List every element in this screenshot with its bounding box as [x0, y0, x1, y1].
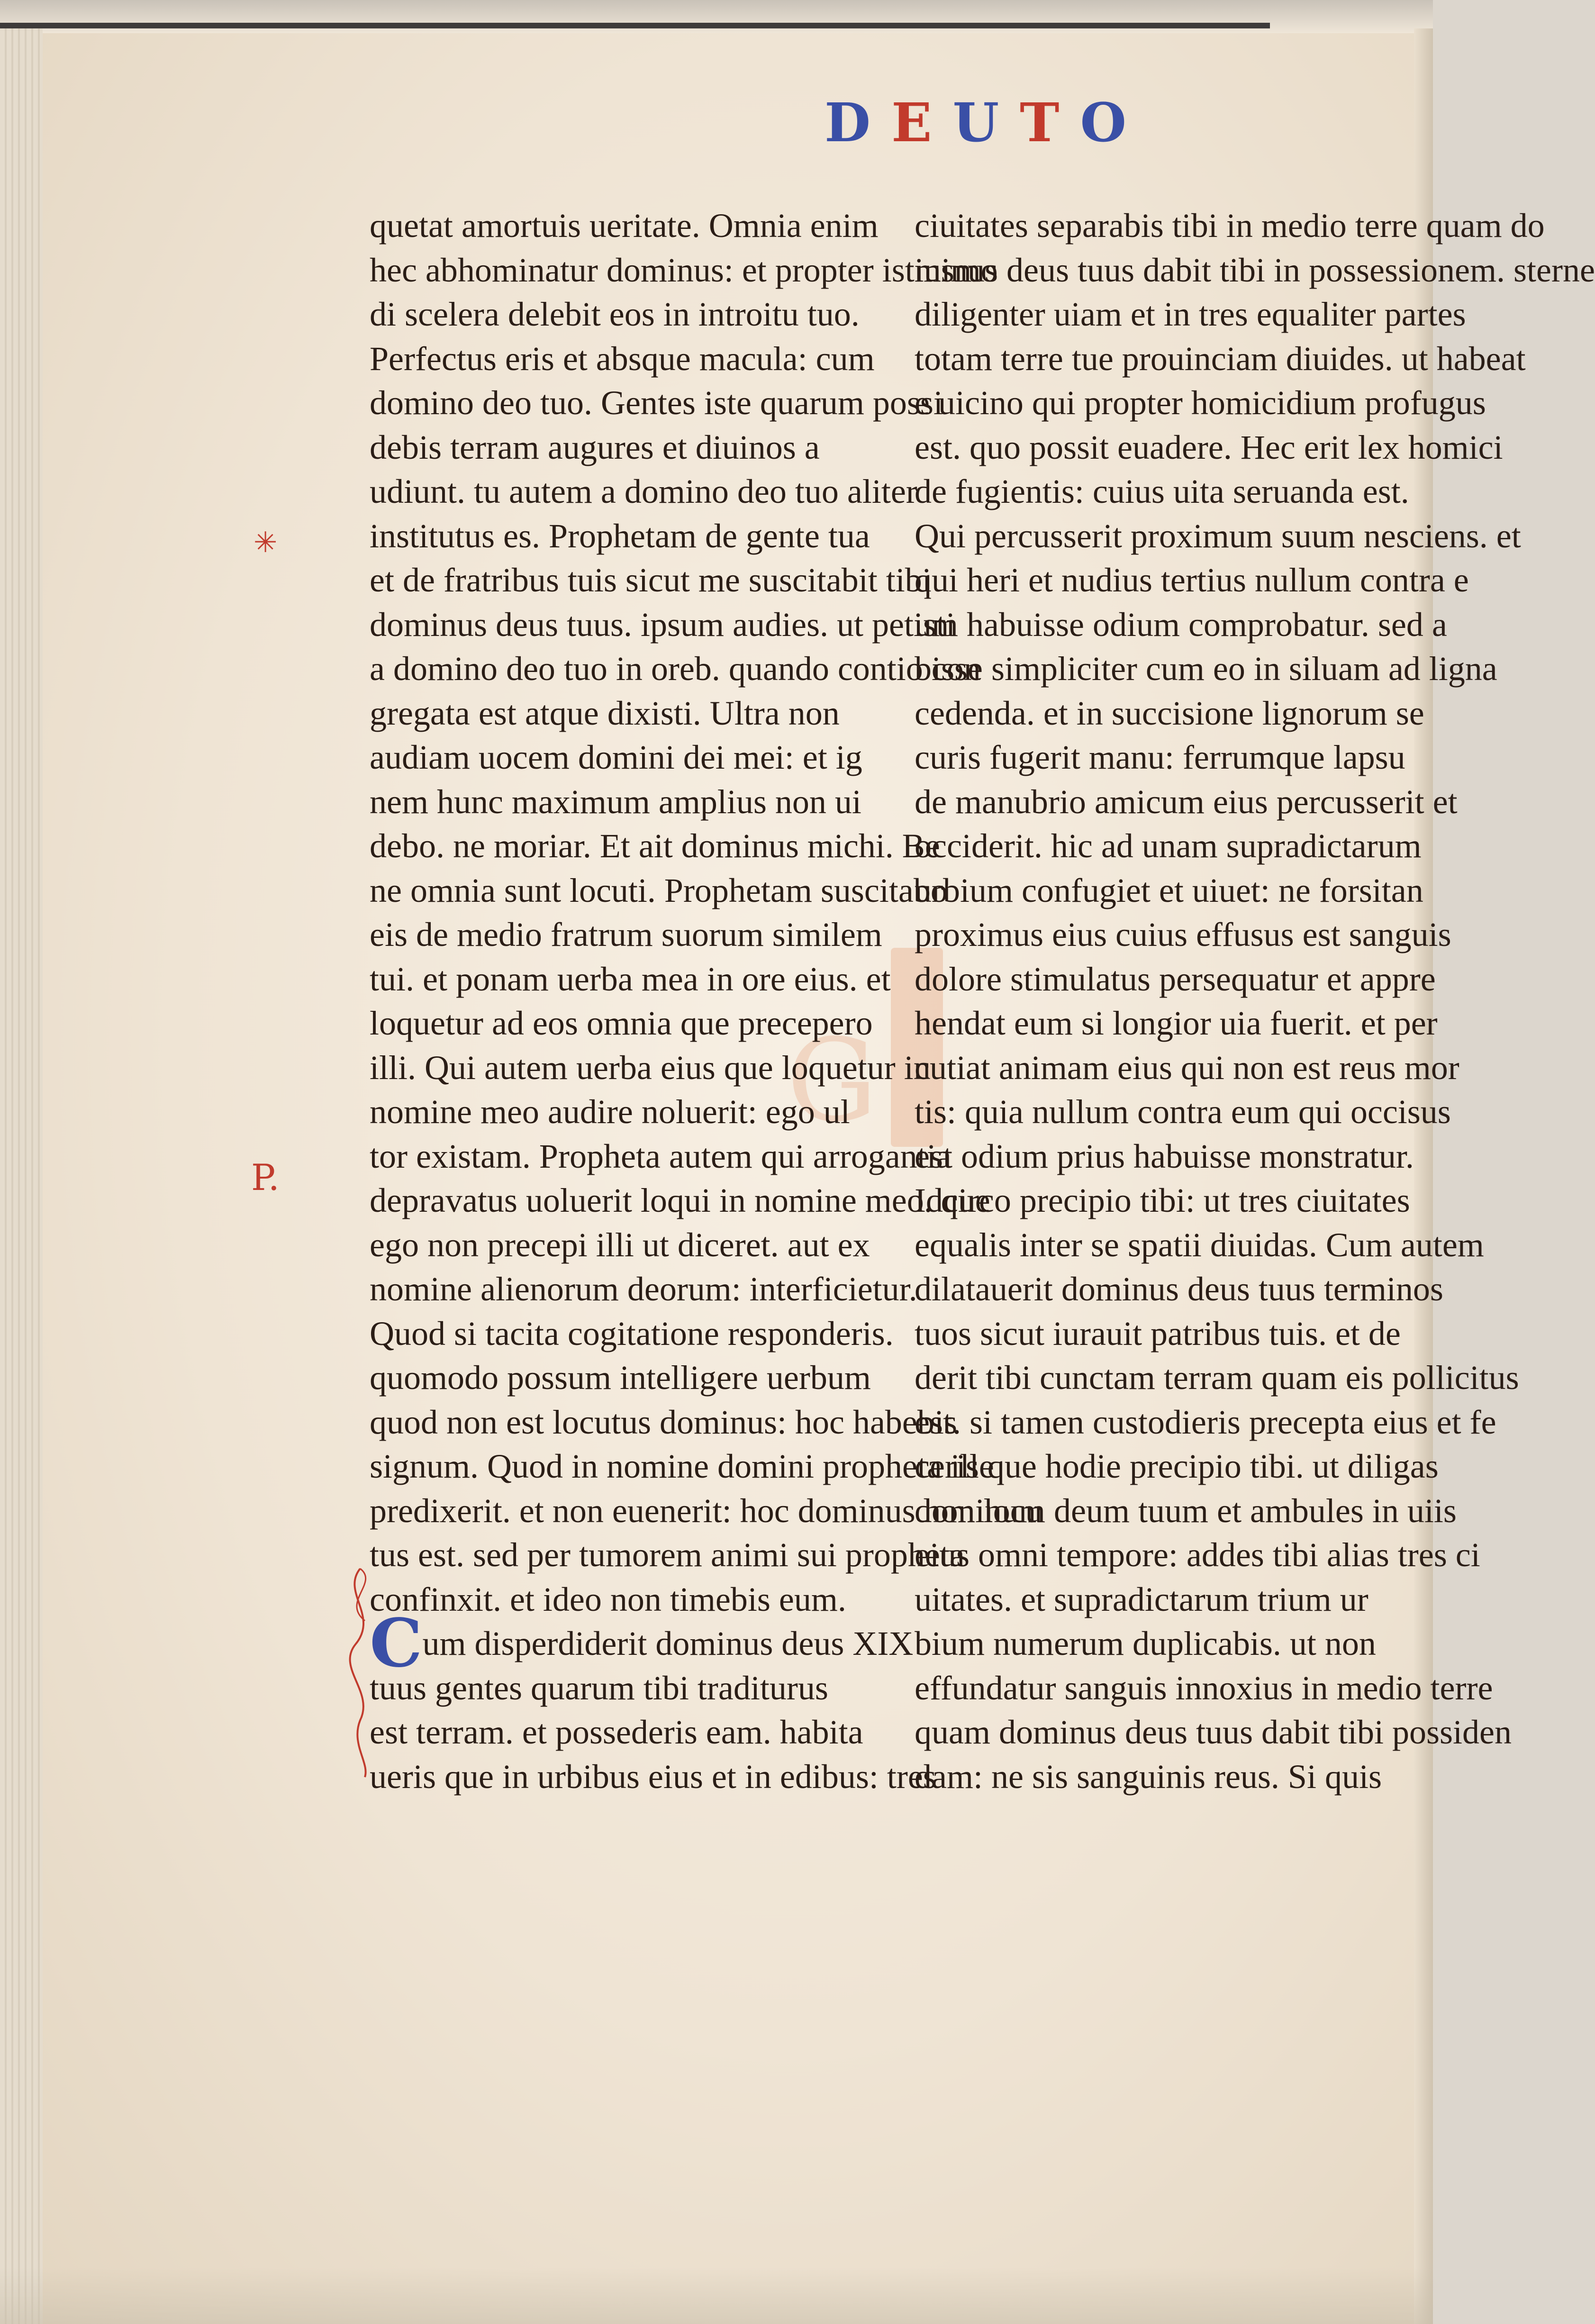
text-line-content: eius omni tempore: addes tibi alias tres ci [915, 1536, 1480, 1574]
text-line-content: ueris que in urbibus eius et in edibus: tres [370, 1757, 936, 1796]
text-line [370, 558, 932, 603]
running-head-letter: O [1080, 92, 1148, 154]
text-line [370, 1001, 873, 1046]
text-line [915, 514, 1521, 559]
text-line-content: et de fratribus tuis sicut me suscitabit tibi [370, 561, 932, 599]
text-line-content: de fugientis: cuius uita seruanda est. [915, 472, 1409, 510]
text-line-content: tui. et ponam uerba mea in ore eius. et [370, 960, 891, 998]
text-line [915, 603, 1447, 647]
text-line-content: Qui percusserit proximum suum nesciens. et [915, 517, 1521, 555]
text-line [915, 1666, 1493, 1711]
text-line [370, 1135, 952, 1179]
text-line [370, 337, 875, 381]
text-line-content: um habuisse odium comprobatur. sed a [915, 605, 1447, 644]
text-line-content: dominum deum tuum et ambules in uiis [915, 1491, 1457, 1530]
text-line [370, 514, 870, 559]
text-line [915, 1046, 1459, 1090]
text-line-content: derit tibi cunctam terram quam eis pollicitus [915, 1359, 1519, 1397]
text-line-content: equalis inter se spatii diuidas. Cum autem [915, 1226, 1484, 1264]
text-line-content: curis fugerit manu: ferrumque lapsu [915, 738, 1405, 776]
text-line [370, 1489, 1042, 1534]
margin-p-mark: P. [251, 1156, 280, 1198]
text-line-content: a domino deo tuo in oreb. quando contio con [370, 650, 981, 688]
text-line-content: dolore stimulatus persequatur et appre [915, 960, 1436, 998]
running-head-letter: U [952, 92, 1020, 154]
text-line-content: audiam uocem domini dei mei: et ig [370, 738, 862, 776]
text-line-content: hec abhominatur dominus: et propter istiusmo [370, 251, 998, 289]
text-line-content: de manubrio amicum eius percusserit et [915, 782, 1458, 821]
text-line-content: udiunt. tu autem a domino deo tuo aliter [370, 472, 917, 510]
text-line [370, 913, 882, 957]
text-line [370, 381, 943, 426]
text-line [915, 1489, 1457, 1534]
text-line-content: tus est. sed per tumorem animi sui propheta [370, 1536, 965, 1574]
text-line-content: eis de medio fratrum suorum similem [370, 916, 882, 953]
text-line-content: Quod si tacita cogitatione responderis. [370, 1314, 894, 1353]
text-line-content: nomine alienorum deorum: interficietur. [370, 1270, 917, 1308]
page-bottom-shadow [0, 2267, 1433, 2324]
text-line [370, 1090, 862, 1135]
text-line [915, 1444, 1439, 1489]
text-line-content: tor existam. Propheta autem qui arrogantia [370, 1137, 952, 1175]
text-line-content: bium numerum duplicabis. ut non [915, 1625, 1376, 1662]
text-line [370, 1666, 862, 1711]
text-line [915, 1622, 1398, 1666]
text-line-content: domino deo tuo. Gentes iste quarum possi [370, 384, 943, 422]
running-head [825, 90, 1166, 156]
text-line [370, 1356, 871, 1400]
text-line-content: gregata est atque dixisti. Ultra non [370, 694, 840, 732]
text-line-content: quod non est locutus dominus: hoc habebis [370, 1403, 957, 1441]
text-line-content: quetat amortuis ueritate. Omnia enim [370, 207, 879, 245]
text-line [370, 1755, 936, 1799]
text-line [370, 248, 998, 293]
margin-star-mark: ✳ [254, 526, 278, 559]
text-line-content: Idcirco precipio tibi: ut tres ciuitates [915, 1181, 1410, 1219]
text-line-content: est. quo possit euadere. Hec erit lex homici [915, 428, 1503, 466]
text-line-content: signum. Quod in nomine domini propheta ille [370, 1447, 994, 1485]
text-line-content: tis: quia nullum contra eum qui occisus [915, 1093, 1451, 1131]
text-line [370, 780, 862, 825]
text-line [915, 1533, 1480, 1578]
text-line-content: e uicino qui propter homicidium profugus [915, 384, 1486, 422]
text-line [915, 1578, 1398, 1622]
text-line [370, 1578, 862, 1622]
text-line [370, 204, 879, 248]
text-line-content: um disperdiderit dominus deus XIX [422, 1625, 914, 1662]
text-line [370, 1533, 965, 1578]
text-line-content: dam: ne sis sanguinis reus. Si quis [915, 1757, 1382, 1796]
text-line [915, 558, 1469, 603]
text-line [915, 1001, 1438, 1046]
running-head-letter: T [1020, 92, 1080, 154]
text-line [370, 1710, 862, 1755]
text-line-content: depravatus uoluerit loqui in nomine meo. que [370, 1181, 990, 1219]
text-line [915, 470, 1409, 514]
text-line-content: dominus deus tuus. ipsum audies. ut petisti [370, 605, 955, 644]
text-line-content: urbium confugiet et uiuet: ne forsitan [915, 871, 1423, 909]
text-line-content: debis terram augures et diuinos a [370, 428, 820, 466]
text-line-content: illi. Qui autem uerba eius que loquetur in [370, 1048, 931, 1087]
text-line-content: ego non precepi illi ut diceret. aut ex [370, 1226, 870, 1264]
text-line-content: dilatauerit dominus deus tuus terminos [915, 1270, 1443, 1308]
text-line [370, 1444, 994, 1489]
text-line-content: cutiat animam eius qui non est reus mor [915, 1048, 1459, 1087]
text-line [370, 1267, 917, 1312]
text-line-content: ciuitates separabis tibi in medio terre quam do [915, 207, 1545, 245]
text-line [370, 1046, 931, 1090]
text-line [915, 957, 1436, 1002]
text-line [915, 780, 1458, 825]
text-line-content: quam dominus deus tuus dabit tibi possiden [915, 1713, 1512, 1751]
text-line-content: effundatur sanguis innoxius in medio terre [915, 1669, 1493, 1707]
text-line [915, 337, 1526, 381]
text-line-content: proximus eius cuius effusus est sanguis [915, 916, 1451, 953]
text-line [370, 869, 948, 913]
text-line-content: qui heri et nudius tertius nullum contra e [915, 561, 1469, 599]
text-line-content: tuos sicut iurauit patribus tuis. et de [915, 1314, 1401, 1353]
text-column-left [370, 204, 1042, 1799]
text-line-content: uitates. et supradictarum trium ur [915, 1580, 1368, 1618]
text-line [370, 470, 917, 514]
text-line [370, 426, 862, 470]
decorated-initial: C [370, 1605, 423, 1682]
text-line [915, 913, 1451, 957]
text-line [370, 735, 862, 780]
text-line [915, 691, 1424, 736]
text-line [370, 957, 891, 1002]
page-top-edge [0, 0, 1433, 33]
page-gutter-edge [0, 28, 43, 2324]
text-line [915, 1179, 1410, 1223]
text-line-content: quomodo possum intelligere uerbum [370, 1359, 871, 1397]
text-line-content: diligenter uiam et in tres equaliter partes [915, 295, 1466, 333]
text-line-content: est odium prius habuisse monstratur. [915, 1137, 1414, 1175]
text-line [915, 1755, 1398, 1799]
text-line-content: occiderit. hic ad unam supradictarum [915, 827, 1422, 865]
text-line-content: Perfectus eris et absque macula: cum [370, 339, 875, 378]
running-head-letter: D [825, 92, 892, 154]
text-line [915, 248, 1595, 293]
text-line [915, 1267, 1443, 1312]
text-line-content: bisse simpliciter cum eo in siluam ad ligna [915, 650, 1497, 688]
text-line [915, 426, 1503, 470]
offset-letter-stain: G [787, 1014, 878, 1147]
text-line-content: totam terre tue prouinciam diuides. ut habeat [915, 339, 1526, 378]
text-line [370, 647, 981, 691]
text-line [915, 381, 1486, 426]
text-line [370, 1179, 990, 1223]
text-line [370, 1312, 894, 1356]
text-line-content: confinxit. et ideo non timebis eum. [370, 1580, 846, 1618]
text-line-content: est terram. et possederis eam. habita [370, 1713, 863, 1751]
text-column-right [915, 204, 1595, 1799]
text-line [370, 1223, 870, 1268]
text-line-content: loquetur ad eos omnia que precepero [370, 1004, 873, 1042]
text-line [915, 647, 1497, 691]
text-line-content: cedenda. et in succisione lignorum se [915, 694, 1424, 732]
text-line [370, 824, 940, 869]
text-line [370, 603, 955, 647]
text-line [370, 1400, 957, 1445]
text-line [370, 1605, 914, 1682]
text-line-content: institutus es. Prophetam de gente tua [370, 517, 870, 555]
text-line-content: nomine meo audire noluerit: ego ul [370, 1093, 850, 1131]
text-line-content: nem hunc maximum amplius non ui [370, 782, 861, 821]
text-line-content: di scelera delebit eos in introitu tuo. [370, 295, 860, 333]
text-line [915, 1135, 1414, 1179]
text-line [915, 292, 1466, 337]
text-line-content: minus deus tuus dabit tibi in possessionem. sterne [915, 251, 1595, 289]
text-line [915, 735, 1405, 780]
text-line [915, 1710, 1512, 1755]
text-line [915, 1400, 1496, 1445]
text-line-content: hendat eum si longior uia fuerit. et per [915, 1004, 1438, 1042]
text-line-content: debo. ne moriar. Et ait dominus michi. Be [370, 827, 940, 865]
text-line-content: ne omnia sunt locuti. Prophetam suscitabo [370, 871, 948, 909]
text-line [370, 292, 862, 337]
text-line-content: predixerit. et non euenerit: hoc dominus non locu [370, 1491, 1042, 1530]
text-line [915, 1312, 1401, 1356]
text-line [915, 204, 1545, 248]
text-line-content: est. si tamen custodieris precepta eius et fe [915, 1403, 1496, 1441]
text-line [915, 1356, 1519, 1400]
running-head-letter: E [891, 92, 953, 154]
text-line [915, 1090, 1451, 1135]
text-line [915, 824, 1422, 869]
text-line-content: ceris que hodie precipio tibi. ut diligas [915, 1447, 1439, 1485]
text-line [370, 691, 862, 736]
text-line [915, 869, 1423, 913]
text-line-content: tuus gentes quarum tibi traditurus [370, 1669, 828, 1707]
text-line [915, 1223, 1484, 1268]
